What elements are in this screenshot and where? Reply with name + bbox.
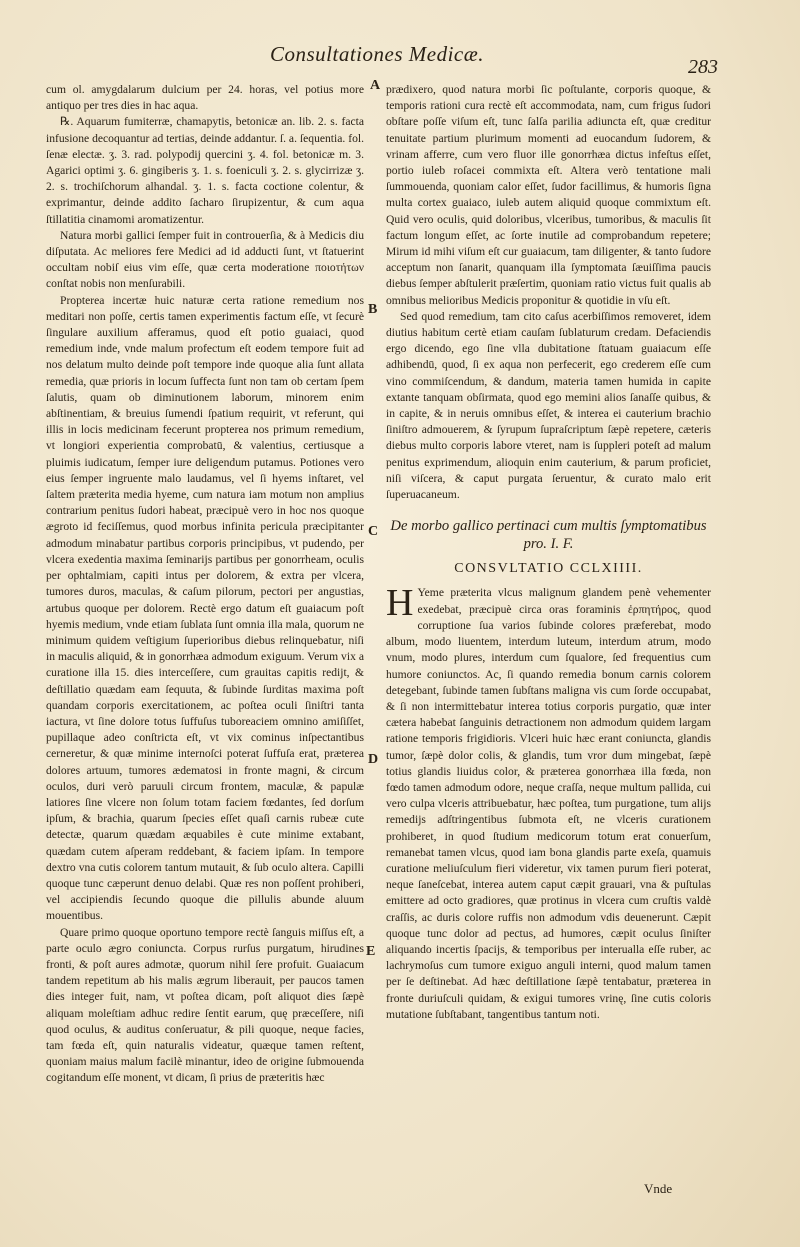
- paragraph: Sed quod remedium, tam cito caſus acerbiſſimos removeret, idem diutius habitum certè etiam cauſam ſublaturum credam. Defaciendis ergo dicendo, ego ſine vlla dubitatione ſtatuam guaiacum eſſe adhibendū, quod, ſi ex aqua non perfecerit, ego crederem eſſe cum vino commiſcendum, & dandum, materia tamen humida in capite extante tanquam obſirmata, quod ego memini alios ſanaſſe quibus, & in capite, & in neruis omnibus eſſet, & interea ei cauterium brachio ſiniſtro admouerem, & ſyrupum ſupraſcriptum ſæpè repetere, cæteris diebus multo corporis labore vteret, nam is ſuppleri poteſt ad malum penitus exprimendum, alioquin enim cauterium, & parum proficiet, niſi viſcera, & caput purgata ſeruentur, & curato malo erit ſuperuacaneum.: [386, 309, 711, 502]
- drop-cap: H: [386, 582, 414, 625]
- paragraph: Propterea incertæ huic naturæ certa ratione remedium nos meditari non poſſe, certis tamen experimentis factum eſſe, vt ſecurè ſingulare auxilium afferamus, quod eſt potio guaiaci, quod remedium inde, vnde malum profectum eſt eodem tempore fuit ad nos delatum multo deinde poſt tempore inde quoque alia ſunt allata remedia, quæ prioris in locum ſuffecta ſunt non tam ob certam ſpem ſalutis, quam ob diminutionem laborum, minorem enim abſtinentiam, & breuius ſumendi ſpatium requirit, vt referunt, qui illis in locis medicinam fecerunt propterea nos primum remedium, vt longiori experientia comprobatū, & valentius, certiusque a pluimis iudicatum, ſemper iure deligendum putamus. Potiones vero eius ſemper ingruente malo laudamus, vel ſi hyems inſtaret, vel ſaltem præterita media hyeme, cum natura iam motum non amplius contrarium penitus ſudori habeat, præcipuè vero in hoc nos quoque ægroto id feciſſemus, quod morbus infinita pericula præcipitanter admodum minabatur partibus corporis principibus, vt pudendo, per vlcera exedentia maxima ſeminarijs partibus per gonorrheam, oculis per ophtalmiam, capiti intus per dolorem, & extra per vlcera, tumores duros, maculas, & caſum pilorum, pectori per angustias, artubus quoque per dolorem. Rectè ergo datum eſt guaiacum poſt hyemis medium, vnde etiam ſublata ſunt omnia illa mala, quorum ne minimum quidem veſtigium ſuperioribus diebus relinquebatur, niſi in maculis aliquid, & in gonorrhæa admodum exiguum. Verum vix a curatione illa 15. dies interceſſere, cum grauitas capitis redijt, & deſtillatio quædam eam ſequuta, & ſubinde ſurditas maxima poſt quandam corporis exercitationem, ac poſtea oculi ſiniſtri tanta iactura, vt ſine dolore totus ſuffuſus tuboreaciem omnino amiſiſſet, pupillaque adeo conſtricta eſt, vt vix cominus inſpectantibus cerneretur, & quæ minime internoſci poterat ſuffuſa erat, præterea dolores artuum, tumores ædematosi in fronte magni, & circum oculos, duri verò paruuli circum frontem, maculæ, & papulæ latiores ſine vlcere non ſolum totam faciem fœdantes, ſed dorſum ipſum, & brachia, quarum ſpecies eſſet quaſi carnis rubeæ cute detectæ, quarum quædam æquabiles è cute minime extabant, quædam cutem aſperam reddebant, & faciem ipſam. In tempore dextro vna cutis colorem tantum mutauit, & ſub oculo altera. Capilli quoque tunc cæperunt denuo delabi. Quæ res non poſſent prohiberi, vel accipiendis ſecundo quoque die pillulis abunde aluum mouentibus.: [46, 293, 364, 923]
- paragraph-text: Yeme præterita vlcus malignum glandem penè vehementer exedebat, præcipuè circa oras foraminis ἐρπητήρος, quod corruptione ſua varios ſubinde colores præferebat, modo album, modo liuentem, interdum luteum, interdum atrum, modo vnum, modo plures, interdum cum ſqualore, ſed frequentius cum humore coniunctos. Ac, ſi quando remedia bonum carnis colorem detegebant, ſubinde tamen ſubſtans maligna vis cum ſorde occupabat, & ſi non intermittebatur interea totius corporis purgatio, quæ inter cætera habebat ſanguinis detractionem non admodum quidem largam ratione temporis frigidioris. Vlceri huic hæc erant coniuncta, glandis tumor, ſæpè dolor colis, & glandis, tum vror dum mingebat, ſæpè totius glandis liuidus color, & præterea gonorrhæa illa fœda, non fœdo tamen admodum odore, neque craſſa, neque multum pallida, cui vero culpa vlceris attribuebatur, hæc poſtea, tum purgatione, tum alijs remedijs adſtringentibus ſubmota eſt, ne vlceris curationem prohiberet, in quod ſtudium medicorum totum erat conuerſum, remanebat tamen vlcus, quod iam bona glandis parte exeſa, quamuis curatione meliuſculum fieri videretur, vix tamen purum fieri poterat, neque ſaneſcebat, interea autem caput cæpit grauari, vna & puſtulas emittere ad octo gradiores, quæ protinus in vlcera cum cruſtis valdè craſſis, ac duris colore ruffis non admodum vdis deuenerunt. Cæpit quoque tunc dolor ad pectus, ad humores, cæpit oculus ſiniſter aliquando incertis ſpacijs, & temporibus per interualla eſſe ruber, ac lachrymoſus cum tumore exiguo anguli interni, quod malum tamen per ſe deſtinebat. Ad hæc deſtillatione ſæpè tentabatur, præterea in fronte duriuſculi quidam, & exigui tumores vrinę, ſine cutis coloris mutatione ſubſtabant, tangentibus tantum noti.: [386, 586, 711, 1021]
- left-column: [46, 82, 364, 1087]
- running-header: Consultationes Medicæ.: [270, 42, 484, 66]
- paragraph: [386, 582, 711, 1022]
- page-number: 283: [688, 56, 718, 78]
- consultatio-title: CONSVLTATIO CCLXIIII.: [454, 561, 643, 577]
- margin-letter-a: A: [370, 78, 381, 93]
- right-column: [386, 82, 711, 1023]
- margin-letter-d: D: [368, 752, 379, 767]
- paragraph: Quare primo quoque oportuno tempore rectè ſanguis miſſus eſt, a parte oculo ægro coniuncta. Corpus rurſus purgatum, hirudines fronti, & poſt aures admotæ, quorum nihil ſere profuit. Guaiacum tandem repetitum ab his malis ægrum liberauit, per paucos tamen dies integer fuit, nam, vt poſtea dicam, poſt aliquot dies ſæpè aliquam moleſtiam adhuc redire ſentit earum, quę præceſſere, niſi quod oculus, & auditus conſeruatur, & pili quoque, neque facies, tam fœda eſt, quin naturalis videatur, quæque tamen reſtent, quoniam maius malum facilè minantur, ideo de origine ſubmouenda cogitandum eſſe monent, vt dicam, ſi prius de præteritis hæc: [46, 925, 364, 1085]
- margin-letter-e: E: [366, 944, 376, 959]
- section-heading: De morbo gallico pertinaci cum multis ſymptomatibus pro. I. F.: [390, 518, 707, 553]
- margin-letter-c: C: [368, 524, 379, 539]
- margin-letter-b: B: [368, 302, 378, 317]
- paragraph: prædixero, quod natura morbi ſic poſtulante, corporis quoque, & temporis rationi cura rectè eſt accommodata, nam, cum frigus ſudori obſtare poſſe viſum eſt, tunc ſalſa parilia adiuncta eſt, quæ creditur tenuitate partium plurimum momenti ad euocandum ſudorem, & vrinam afferre, cum vero fluor ille gonorrhæa dictus infeſtus eſſet, portio iuleb roſacei commixta eſt. Altera verò tentatione mali ſummouenda, quoniam calor eſſet, ſudor facillimus, & humoris ſigna multa cortex guaiaco, iuleb autem aliquid quoque commixtum eſt. Quid vero oculis, quid doloribus, vlceribus, tumoribus, & maculis ſit factum longum eſſet, ac ſorte inutile ad comprobandum repetere; Mirum id mihi viſum eſt cur guaiacum, tam diligenter, & tanto ſudore acceptum non ſanarit, quanquam illa ſymptomata ſæuiſſima paucis diebus ſemper abſtulerit præſertim, quoniam ratio victus fuit qualis ab omnibus melioribus Medicis proponitur & quotidie in vſu eſt.: [386, 83, 711, 307]
- paragraph: ℞. Aquarum fumiterræ, chamapytis, betonicæ an. lib. 2. s. facta infusione decoquantur ad tertias, deinde addantur. ſ. a. ſequentia. fol. ſenæ electæ. ʒ. 3. rad. polypodij quercini ʒ. 4. fol. betonicæ m. 3. Agarici optimi ʒ. 6. gingiberis ʒ. 1. s. foeniculi ʒ. 2. s. glycirrizæ ʒ. 2. s. trochiſchorum alhandal. ʒ. 1. s. facta coctione colentur, & exprimantur, deinde addito ſacharo ſirupizentur, & cum aqua ſtillatitia cinamomi aromatizentur.: [46, 115, 364, 226]
- catchword: Vnde: [644, 1181, 673, 1196]
- paragraph: Natura morbi gallici ſemper fuit in controuerſia, & à Medicis diu diſputata. Ac meliores fere Medici ad id adducti ſunt, vt ſtatuerint occultam nobiſ eius vim eſſe, quæ certa moderatione ποιοτήτων conſtat nobis non menſurabili.: [46, 228, 364, 291]
- paragraph: cum ol. amygdalarum dulcium per 24. horas, vel potius more antiquo per tres dies in hac aqua.: [46, 83, 364, 113]
